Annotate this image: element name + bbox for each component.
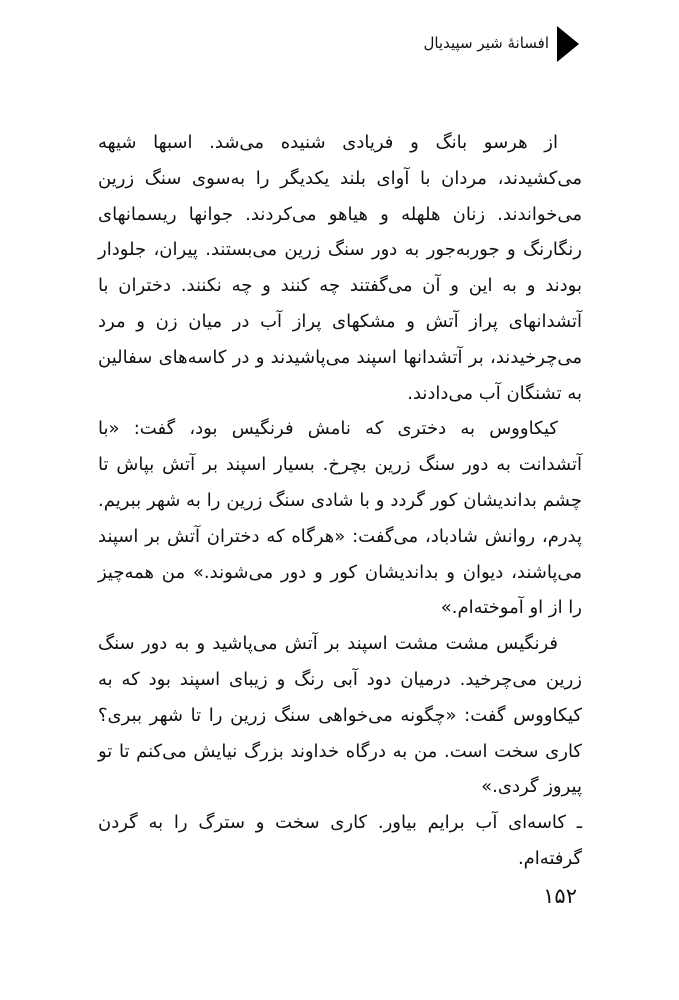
body-text <box>98 125 582 877</box>
page-number: ۱۵۲ <box>543 884 577 908</box>
paragraph: از هرسو بانگ و فریادی شنیده می‌شد. اسبها شیهه می‌کشیدند، مردان با آوای بلند یکدیگر را به‌سوی سنگ زرین می‌خواندند. زنان هلهله و هیاهو می‌کردند. جوانها ریسمانهای رنگارنگ و جوربه‌جور به دور سنگ زرین می‌بستند. پیران، جلودار بودند و به این و آن می‌گفتند چه کنند و چه نکنند. دختران با آتشدانهای پراز آتش و مشکهای پراز آب در میان زن و مرد می‌چرخیدند، بر آتشدانها اسپند می‌پاشیدند و در کاسه‌های سفالین به تشنگان آب می‌دادند. <box>98 132 582 404</box>
triangle-marker-icon <box>557 26 579 62</box>
paragraph: ـ کاسه‌ای آب برایم بیاور. کاری سخت و سترگ را به گردن گرفته‌ام. <box>98 812 582 869</box>
running-header-title: افسانهٔ شیر سپیدیال <box>423 34 549 52</box>
paragraph: کیکاووس به دختری که نامش فرنگیس بود، گفت: «با آتشدانت به دور سنگ زرین بچرخ. بسیار اسپند بر آتش بپاش تا چشم بداندیشان کور گردد و با شادی سنگ زرین را به شهر ببریم. پدرم، روانش شادباد، می‌گفت: «هرگاه که دختران آتش بر اسپند می‌پاشند، دیوان و بداندیشان کور و دور می‌شوند.» من همه‌چیز را از او آموخته‌ام.» <box>98 418 582 619</box>
paragraph: فرنگیس مشت مشت اسپند بر آتش می‌پاشید و به دور سنگ زرین می‌چرخید. درمیان دود آبی رنگ و زیبای اسپند بود که به کیکاووس گفت: «چگونه می‌خواهی سنگ زرین را تا شهر ببری؟ کاری سخت است. من به درگاه خداوند بزرگ نیایش می‌کنم تا تو پیروز گردی.» <box>98 633 582 798</box>
